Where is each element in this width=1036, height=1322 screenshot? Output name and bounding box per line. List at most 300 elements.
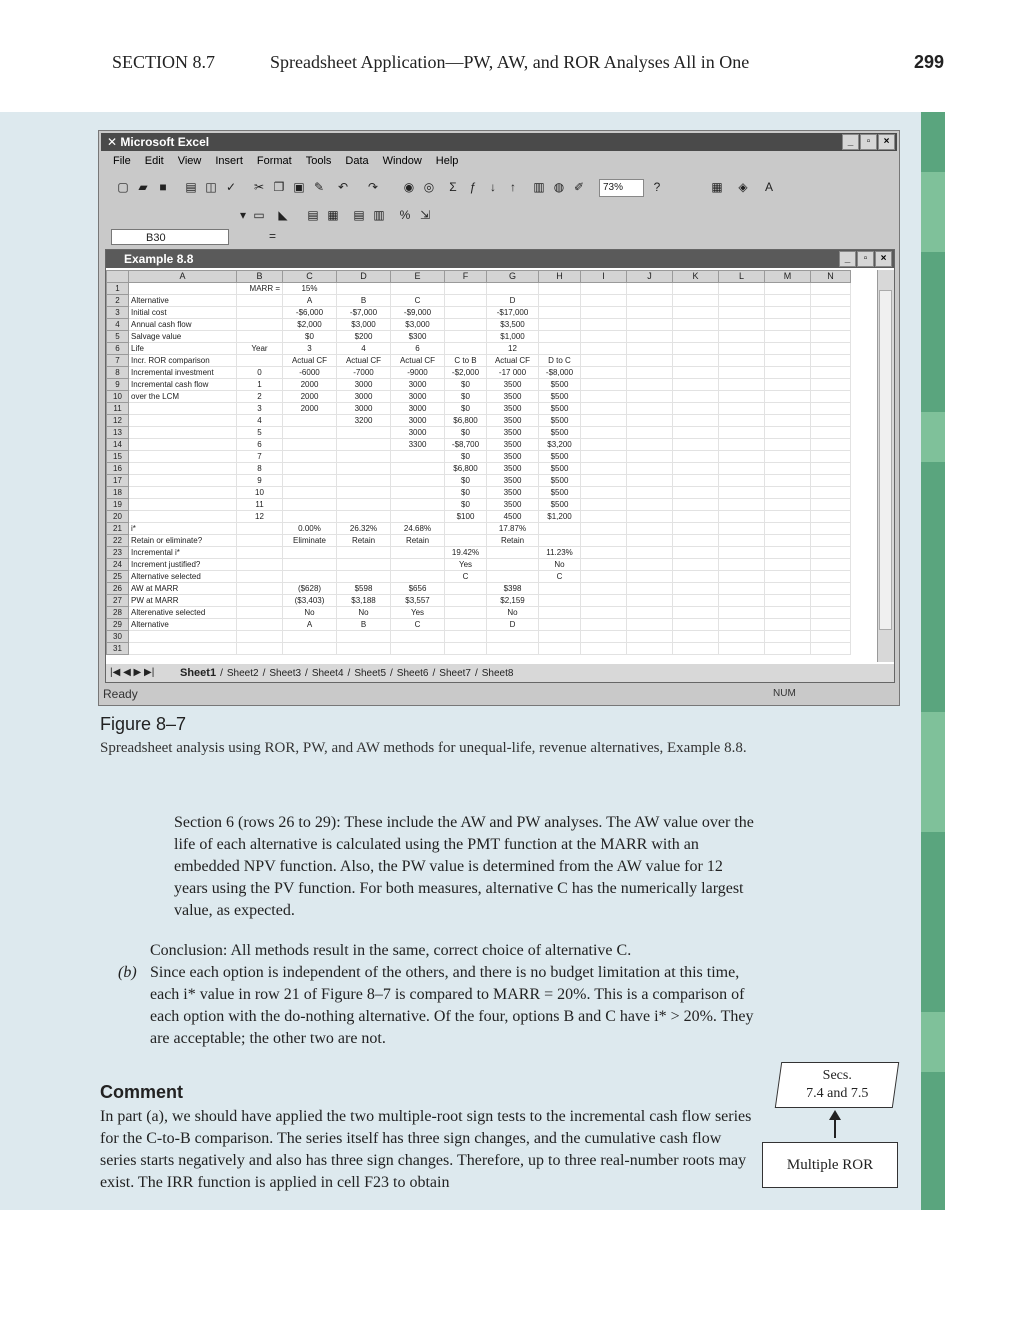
cut-icon[interactable]: ✂ xyxy=(253,180,265,194)
spreadsheet-cell[interactable]: Life xyxy=(129,343,237,355)
spreadsheet-cell[interactable] xyxy=(581,367,627,379)
spreadsheet-cell[interactable] xyxy=(811,331,851,343)
spreadsheet-cell[interactable] xyxy=(811,643,851,655)
spreadsheet-cell[interactable]: 3000 xyxy=(337,391,391,403)
spreadsheet-cell[interactable] xyxy=(765,415,811,427)
spreadsheet-cell[interactable] xyxy=(811,559,851,571)
spreadsheet-cell[interactable] xyxy=(283,463,337,475)
spreadsheet-cell[interactable] xyxy=(811,571,851,583)
spreadsheet-cell[interactable] xyxy=(719,499,765,511)
print-icon[interactable]: ▤ xyxy=(185,180,197,194)
merge-icon[interactable]: ▤ xyxy=(353,208,365,222)
sort-descending-icon[interactable]: ↑ xyxy=(510,180,516,194)
spreadsheet-cell[interactable] xyxy=(673,331,719,343)
spreadsheet-cell[interactable]: 9 xyxy=(237,475,283,487)
spreadsheet-cell[interactable] xyxy=(129,511,237,523)
spreadsheet-cell[interactable] xyxy=(627,511,673,523)
spreadsheet-cell[interactable]: 12 xyxy=(237,511,283,523)
spreadsheet-cell[interactable]: Retain or eliminate? xyxy=(129,535,237,547)
spreadsheet-cell[interactable]: -$2,000 xyxy=(445,367,487,379)
spreadsheet-cell[interactable]: 24.68% xyxy=(391,523,445,535)
spreadsheet-cell[interactable] xyxy=(487,571,539,583)
spreadsheet-cell[interactable] xyxy=(581,619,627,631)
spreadsheet-cell[interactable] xyxy=(581,607,627,619)
spreadsheet-cell[interactable] xyxy=(719,391,765,403)
spreadsheet-cell[interactable]: D to C xyxy=(539,355,581,367)
autosum-icon[interactable]: Σ xyxy=(449,180,457,194)
spreadsheet-cell[interactable]: AW at MARR xyxy=(129,583,237,595)
sheet-tab[interactable]: Sheet6 xyxy=(396,668,429,679)
row-header[interactable]: 9 xyxy=(107,379,129,391)
spreadsheet-cell[interactable] xyxy=(673,391,719,403)
spreadsheet-cell[interactable]: $500 xyxy=(539,427,581,439)
minimize-button[interactable]: _ xyxy=(842,134,859,150)
spreadsheet-cell[interactable] xyxy=(719,355,765,367)
spreadsheet-cell[interactable] xyxy=(627,583,673,595)
spreadsheet-cell[interactable] xyxy=(445,307,487,319)
spreadsheet-cell[interactable] xyxy=(487,631,539,643)
spreadsheet-cell[interactable] xyxy=(811,499,851,511)
spreadsheet-cell[interactable] xyxy=(129,451,237,463)
spreadsheet-cell[interactable] xyxy=(673,307,719,319)
spreadsheet-cell[interactable] xyxy=(673,439,719,451)
spreadsheet-cell[interactable]: Alternative xyxy=(129,619,237,631)
spreadsheet-cell[interactable]: $500 xyxy=(539,475,581,487)
spreadsheet-cell[interactable] xyxy=(673,535,719,547)
spreadsheet-cell[interactable] xyxy=(811,319,851,331)
function-icon[interactable]: ƒ xyxy=(469,180,477,194)
spreadsheet-cell[interactable] xyxy=(539,595,581,607)
spreadsheet-cell[interactable] xyxy=(581,391,627,403)
row-header[interactable]: 3 xyxy=(107,307,129,319)
format-painter-icon[interactable]: ✎ xyxy=(313,180,325,194)
spreadsheet-cell[interactable]: 3 xyxy=(283,343,337,355)
chart-wizard-icon[interactable]: ▥ xyxy=(533,180,545,194)
undo-icon[interactable]: ↶ xyxy=(337,180,349,194)
spreadsheet-cell[interactable]: Alternative xyxy=(129,295,237,307)
spreadsheet-cell[interactable] xyxy=(811,487,851,499)
spreadsheet-cell[interactable] xyxy=(765,607,811,619)
book-close-button[interactable]: × xyxy=(875,251,892,267)
spreadsheet-cell[interactable]: 3000 xyxy=(391,415,445,427)
spreadsheet-cell[interactable] xyxy=(581,319,627,331)
menu-tools[interactable]: Tools xyxy=(305,155,332,167)
spreadsheet-cell[interactable] xyxy=(765,619,811,631)
book-minimize-button[interactable]: _ xyxy=(839,251,856,267)
sort-ascending-icon[interactable]: ↓ xyxy=(490,180,496,194)
spreadsheet-cell[interactable] xyxy=(719,583,765,595)
spreadsheet-cell[interactable] xyxy=(391,559,445,571)
spreadsheet-cell[interactable] xyxy=(445,343,487,355)
sheet-tab[interactable]: Sheet3 xyxy=(269,668,302,679)
close-button[interactable]: × xyxy=(878,134,895,150)
spreadsheet-cell[interactable]: 6 xyxy=(237,439,283,451)
spreadsheet-cell[interactable] xyxy=(129,643,237,655)
spreadsheet-cell[interactable] xyxy=(337,559,391,571)
spreadsheet-cell[interactable]: Actual CF xyxy=(391,355,445,367)
spreadsheet-cell[interactable]: $2,000 xyxy=(283,319,337,331)
spreadsheet-cell[interactable] xyxy=(237,547,283,559)
spreadsheet-cell[interactable] xyxy=(673,475,719,487)
column-header[interactable]: A xyxy=(129,271,237,283)
spreadsheet-cell[interactable] xyxy=(719,511,765,523)
spreadsheet-cell[interactable] xyxy=(487,283,539,295)
spreadsheet-cell[interactable] xyxy=(673,319,719,331)
spreadsheet-cell[interactable] xyxy=(673,547,719,559)
spreadsheet-cell[interactable] xyxy=(673,355,719,367)
spreadsheet-cell[interactable] xyxy=(539,295,581,307)
spreadsheet-cell[interactable] xyxy=(765,331,811,343)
spreadsheet-cell[interactable] xyxy=(391,571,445,583)
spreadsheet-cell[interactable] xyxy=(283,499,337,511)
spreadsheet-cell[interactable]: 2000 xyxy=(283,379,337,391)
spreadsheet-cell[interactable] xyxy=(581,331,627,343)
drawing-icon[interactable]: ✐ xyxy=(573,180,585,194)
spreadsheet-cell[interactable]: Annual cash flow xyxy=(129,319,237,331)
spreadsheet-cell[interactable] xyxy=(719,487,765,499)
spreadsheet-cell[interactable]: $0 xyxy=(283,331,337,343)
new-file-icon[interactable]: ▢ xyxy=(117,180,129,194)
spreadsheet-cell[interactable]: 2000 xyxy=(283,403,337,415)
row-header[interactable]: 8 xyxy=(107,367,129,379)
spreadsheet-cell[interactable] xyxy=(129,475,237,487)
spreadsheet-cell[interactable]: 15% xyxy=(283,283,337,295)
spreadsheet-cell[interactable]: 3000 xyxy=(391,403,445,415)
spreadsheet-cell[interactable] xyxy=(129,499,237,511)
spreadsheet-cell[interactable]: No xyxy=(487,607,539,619)
row-header[interactable]: 1 xyxy=(107,283,129,295)
spreadsheet-cell[interactable] xyxy=(673,631,719,643)
row-header[interactable]: 25 xyxy=(107,571,129,583)
spreadsheet-cell[interactable] xyxy=(765,511,811,523)
spreadsheet-cell[interactable] xyxy=(337,283,391,295)
spreadsheet-cell[interactable] xyxy=(719,331,765,343)
menu-data[interactable]: Data xyxy=(345,155,369,167)
column-header[interactable]: F xyxy=(445,271,487,283)
spreadsheet-cell[interactable] xyxy=(581,631,627,643)
spreadsheet-cell[interactable] xyxy=(811,415,851,427)
spreadsheet-cell[interactable] xyxy=(337,643,391,655)
sheet-tab[interactable]: Sheet5 xyxy=(354,668,387,679)
spreadsheet-cell[interactable]: -7000 xyxy=(337,367,391,379)
row-header[interactable]: 27 xyxy=(107,595,129,607)
marker-icon[interactable]: ◣ xyxy=(278,208,288,222)
spreadsheet-cell[interactable]: $500 xyxy=(539,391,581,403)
spreadsheet-cell[interactable]: Retain xyxy=(487,535,539,547)
spreadsheet-cell[interactable]: 2000 xyxy=(283,391,337,403)
spreadsheet-cell[interactable] xyxy=(581,343,627,355)
row-header[interactable]: 14 xyxy=(107,439,129,451)
spreadsheet-cell[interactable] xyxy=(539,535,581,547)
spreadsheet-cell[interactable]: A xyxy=(283,295,337,307)
spreadsheet-cell[interactable] xyxy=(811,511,851,523)
row-header[interactable]: 19 xyxy=(107,499,129,511)
spreadsheet-cell[interactable] xyxy=(237,523,283,535)
restore-button[interactable]: ▫ xyxy=(860,134,877,150)
spreadsheet-cell[interactable] xyxy=(627,523,673,535)
spreadsheet-cell[interactable] xyxy=(811,619,851,631)
spreadsheet-cell[interactable] xyxy=(719,571,765,583)
spreadsheet-cell[interactable] xyxy=(283,415,337,427)
spreadsheet-cell[interactable] xyxy=(811,523,851,535)
spreadsheet-cell[interactable] xyxy=(445,595,487,607)
spreadsheet-cell[interactable]: 10 xyxy=(237,487,283,499)
column-header[interactable]: C xyxy=(283,271,337,283)
spreadsheet-cell[interactable] xyxy=(765,643,811,655)
sheet-tab[interactable]: Sheet4 xyxy=(311,668,344,679)
column-header[interactable]: J xyxy=(627,271,673,283)
menu-insert[interactable]: Insert xyxy=(215,155,243,167)
spreadsheet-cell[interactable] xyxy=(719,595,765,607)
spreadsheet-cell[interactable] xyxy=(719,403,765,415)
spreadsheet-cell[interactable]: $500 xyxy=(539,403,581,415)
spreadsheet-cell[interactable] xyxy=(719,427,765,439)
spreadsheet-cell[interactable] xyxy=(627,319,673,331)
spreadsheet-cell[interactable] xyxy=(539,283,581,295)
spreadsheet-cell[interactable]: $3,200 xyxy=(539,439,581,451)
spreadsheet-cell[interactable] xyxy=(129,427,237,439)
table-icon[interactable]: ▥ xyxy=(373,208,385,222)
spreadsheet-cell[interactable] xyxy=(673,595,719,607)
spreadsheet-cell[interactable]: 6 xyxy=(391,343,445,355)
row-header[interactable]: 26 xyxy=(107,583,129,595)
spreadsheet-cell[interactable]: 7 xyxy=(237,451,283,463)
open-folder-icon[interactable]: ▰ xyxy=(138,180,148,194)
spreadsheet-cell[interactable] xyxy=(627,595,673,607)
spreadsheet-cell[interactable]: MARR = xyxy=(237,283,283,295)
spreadsheet-cell[interactable] xyxy=(445,331,487,343)
spreadsheet-cell[interactable]: Incremental i* xyxy=(129,547,237,559)
spreadsheet-cell[interactable]: No xyxy=(337,607,391,619)
spreadsheet-cell[interactable]: $0 xyxy=(445,487,487,499)
spreadsheet-cell[interactable]: 19.42% xyxy=(445,547,487,559)
spreadsheet-cell[interactable] xyxy=(487,643,539,655)
spreadsheet-cell[interactable] xyxy=(129,631,237,643)
spreadsheet-cell[interactable] xyxy=(337,451,391,463)
spreadsheet-cell[interactable] xyxy=(237,583,283,595)
spreadsheet-cell[interactable] xyxy=(391,475,445,487)
help-icon[interactable]: ? xyxy=(653,180,661,194)
spreadsheet-cell[interactable]: ($3,403) xyxy=(283,595,337,607)
spreadsheet-cell[interactable] xyxy=(627,307,673,319)
spreadsheet-cell[interactable]: B xyxy=(337,295,391,307)
spreadsheet-cell[interactable] xyxy=(445,295,487,307)
spreadsheet-cell[interactable]: 3500 xyxy=(487,403,539,415)
spreadsheet-cell[interactable]: $0 xyxy=(445,451,487,463)
spreadsheet-cell[interactable] xyxy=(765,631,811,643)
borders-icon[interactable]: ▦ xyxy=(711,180,723,194)
spreadsheet-cell[interactable]: i* xyxy=(129,523,237,535)
spreadsheet-cell[interactable] xyxy=(627,283,673,295)
spreadsheet-cell[interactable] xyxy=(237,331,283,343)
spreadsheet-cell[interactable]: 2 xyxy=(237,391,283,403)
row-header[interactable]: 10 xyxy=(107,391,129,403)
spreadsheet-cell[interactable] xyxy=(337,439,391,451)
spreadsheet-cell[interactable] xyxy=(719,475,765,487)
spreadsheet-cell[interactable] xyxy=(391,631,445,643)
spreadsheet-cell[interactable] xyxy=(283,511,337,523)
spreadsheet-cell[interactable]: No xyxy=(283,607,337,619)
spreadsheet-cell[interactable]: 3500 xyxy=(487,415,539,427)
spreadsheet-cell[interactable]: Yes xyxy=(391,607,445,619)
spreadsheet-cell[interactable]: 3500 xyxy=(487,391,539,403)
spreadsheet-cell[interactable]: Alterenative selected xyxy=(129,607,237,619)
spreadsheet-cell[interactable]: Actual CF xyxy=(487,355,539,367)
spreadsheet-cell[interactable]: $100 xyxy=(445,511,487,523)
spreadsheet-cell[interactable] xyxy=(719,319,765,331)
spreadsheet-cell[interactable] xyxy=(581,283,627,295)
spreadsheet-cell[interactable]: -17 000 xyxy=(487,367,539,379)
font-color-icon[interactable]: A xyxy=(764,180,773,194)
spreadsheet-cell[interactable] xyxy=(539,331,581,343)
spreadsheet-cell[interactable] xyxy=(539,583,581,595)
hyperlink-icon[interactable]: ◉ xyxy=(403,180,415,194)
spreadsheet-cell[interactable] xyxy=(627,439,673,451)
spreadsheet-cell[interactable]: 26.32% xyxy=(337,523,391,535)
spreadsheet-cell[interactable] xyxy=(765,427,811,439)
spreadsheet-cell[interactable]: 11.23% xyxy=(539,547,581,559)
spreadsheet-cell[interactable]: Incr. ROR comparison xyxy=(129,355,237,367)
spreadsheet-cell[interactable] xyxy=(627,499,673,511)
spreadsheet-cell[interactable] xyxy=(627,547,673,559)
spreadsheet-cell[interactable] xyxy=(627,475,673,487)
spreadsheet-cell[interactable] xyxy=(627,295,673,307)
spreadsheet-cell[interactable]: $500 xyxy=(539,487,581,499)
spreadsheet-cell[interactable] xyxy=(811,607,851,619)
spreadsheet-cell[interactable] xyxy=(237,559,283,571)
spreadsheet-cell[interactable] xyxy=(719,559,765,571)
web-toolbar-icon[interactable]: ◎ xyxy=(423,180,435,194)
spreadsheet-cell[interactable]: 3500 xyxy=(487,475,539,487)
spreadsheet-cell[interactable] xyxy=(627,451,673,463)
spreadsheet-cell[interactable] xyxy=(539,643,581,655)
spreadsheet-cell[interactable]: C xyxy=(391,619,445,631)
spreadsheet-cell[interactable]: 3000 xyxy=(391,379,445,391)
spreadsheet-cell[interactable]: D xyxy=(487,295,539,307)
spreadsheet-cell[interactable] xyxy=(811,343,851,355)
spreadsheet-cell[interactable] xyxy=(627,559,673,571)
spreadsheet-cell[interactable] xyxy=(581,355,627,367)
spreadsheet-cell[interactable]: $0 xyxy=(445,379,487,391)
spreadsheet-cell[interactable] xyxy=(673,343,719,355)
align-left-icon[interactable]: ▤ xyxy=(307,208,319,222)
copy-icon[interactable]: ❐ xyxy=(273,180,285,194)
spreadsheet-cell[interactable] xyxy=(765,283,811,295)
spreadsheet-cell[interactable] xyxy=(391,643,445,655)
spreadsheet-cell[interactable] xyxy=(581,595,627,607)
spreadsheet-cell[interactable] xyxy=(719,607,765,619)
spreadsheet-cell[interactable] xyxy=(283,571,337,583)
spreadsheet-cell[interactable] xyxy=(391,487,445,499)
spreadsheet-cell[interactable] xyxy=(391,283,445,295)
spreadsheet-cell[interactable] xyxy=(765,583,811,595)
redo-icon[interactable]: ↷ xyxy=(367,180,379,194)
spreadsheet-cell[interactable]: $3,500 xyxy=(487,319,539,331)
spreadsheet-cell[interactable] xyxy=(627,463,673,475)
spreadsheet-cell[interactable] xyxy=(765,391,811,403)
row-header[interactable]: 18 xyxy=(107,487,129,499)
spreadsheet-cell[interactable] xyxy=(445,319,487,331)
spreadsheet-cell[interactable]: 0 xyxy=(237,367,283,379)
row-header[interactable]: 4 xyxy=(107,319,129,331)
sheet-tab[interactable]: Sheet7 xyxy=(439,668,471,679)
spreadsheet-cell[interactable]: 3000 xyxy=(337,379,391,391)
spreadsheet-cell[interactable] xyxy=(765,547,811,559)
spreadsheet-cell[interactable]: -$7,000 xyxy=(337,307,391,319)
spreadsheet-cell[interactable] xyxy=(811,427,851,439)
book-restore-button[interactable]: ▫ xyxy=(857,251,874,267)
spreadsheet-cell[interactable] xyxy=(673,415,719,427)
row-header[interactable]: 2 xyxy=(107,295,129,307)
spreadsheet-cell[interactable]: -$8,700 xyxy=(445,439,487,451)
spreadsheet-cell[interactable]: 3500 xyxy=(487,487,539,499)
spreadsheet-cell[interactable]: $500 xyxy=(539,463,581,475)
spreadsheet-cell[interactable] xyxy=(581,463,627,475)
spreadsheet-cell[interactable] xyxy=(673,643,719,655)
spreadsheet-cell[interactable] xyxy=(627,607,673,619)
spreadsheet-cell[interactable] xyxy=(765,355,811,367)
spreadsheet-cell[interactable] xyxy=(811,583,851,595)
spreadsheet-cell[interactable] xyxy=(337,571,391,583)
spreadsheet-cell[interactable] xyxy=(337,475,391,487)
spreadsheet-cell[interactable] xyxy=(765,595,811,607)
spreadsheet-cell[interactable]: 3000 xyxy=(337,403,391,415)
spreadsheet-cell[interactable] xyxy=(765,343,811,355)
spreadsheet-cell[interactable] xyxy=(811,475,851,487)
spreadsheet-cell[interactable] xyxy=(337,511,391,523)
spreadsheet-cell[interactable]: $0 xyxy=(445,403,487,415)
spelling-icon[interactable]: ✓ xyxy=(225,180,237,194)
spreadsheet-cell[interactable]: No xyxy=(539,559,581,571)
spreadsheet-cell[interactable]: $0 xyxy=(445,499,487,511)
spreadsheet-cell[interactable] xyxy=(627,355,673,367)
spreadsheet-cell[interactable] xyxy=(719,415,765,427)
spreadsheet-cell[interactable] xyxy=(539,619,581,631)
spreadsheet-cell[interactable] xyxy=(581,499,627,511)
spreadsheet-cell[interactable] xyxy=(237,295,283,307)
spreadsheet-cell[interactable] xyxy=(811,439,851,451)
spreadsheet-cell[interactable] xyxy=(627,415,673,427)
spreadsheet-cell[interactable] xyxy=(237,595,283,607)
vertical-scrollbar[interactable] xyxy=(877,270,894,662)
row-header[interactable]: 31 xyxy=(107,643,129,655)
row-header[interactable]: 5 xyxy=(107,331,129,343)
spreadsheet-cell[interactable]: Year xyxy=(237,343,283,355)
spreadsheet-cell[interactable]: Eliminate xyxy=(283,535,337,547)
menu-file[interactable]: File xyxy=(113,155,131,167)
spreadsheet-cell[interactable]: Incremental cash flow xyxy=(129,379,237,391)
spreadsheet-cell[interactable] xyxy=(445,535,487,547)
spreadsheet-cell[interactable]: -$6,000 xyxy=(283,307,337,319)
spreadsheet-cell[interactable]: 3500 xyxy=(487,427,539,439)
name-box[interactable]: B30 xyxy=(111,229,229,245)
spreadsheet-cell[interactable] xyxy=(391,463,445,475)
spreadsheet-grid[interactable] xyxy=(106,270,876,662)
spreadsheet-cell[interactable] xyxy=(811,535,851,547)
spreadsheet-cell[interactable] xyxy=(237,355,283,367)
row-header[interactable]: 28 xyxy=(107,607,129,619)
spreadsheet-cell[interactable] xyxy=(811,595,851,607)
spreadsheet-cell[interactable] xyxy=(627,571,673,583)
spreadsheet-cell[interactable] xyxy=(581,415,627,427)
spreadsheet-cell[interactable]: 11 xyxy=(237,499,283,511)
zoom-select[interactable]: 73% xyxy=(599,179,644,197)
spreadsheet-cell[interactable] xyxy=(673,295,719,307)
spreadsheet-cell[interactable] xyxy=(765,559,811,571)
spreadsheet-cell[interactable] xyxy=(237,319,283,331)
spreadsheet-cell[interactable] xyxy=(539,523,581,535)
percent-icon[interactable]: % xyxy=(399,208,411,222)
